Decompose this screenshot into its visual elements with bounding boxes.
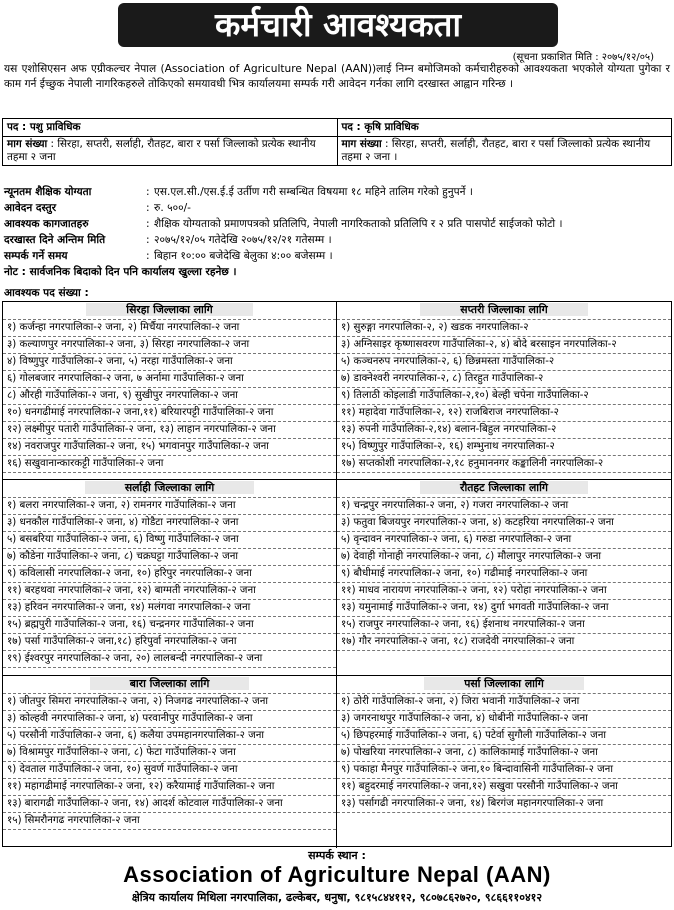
list-item: १७) गौर नगरपालिका-२ जना, १८) राजदेवी नगरपालिका-२ जना bbox=[337, 633, 671, 651]
list-item: ९) देवताल गाउँपालिका-२ जना, १०) सुवर्ण गाउँपालिका-२ जना bbox=[3, 761, 336, 778]
list-item: १७) पर्सा गाउँपालिका-२ जना,१८) हरिपुर्वा नगरपालिका-२ जना bbox=[3, 633, 336, 650]
detail-deadline: दरखास्त दिने अन्तिम मिति : २०७५/१२/०५ गतेदेखि २०७५/१२/२१ गतेसम्म । bbox=[4, 232, 670, 248]
list-item: ११) महागढीमाई नगरपालिका-२ जना, १२) करैयामाई गाउँपालिका-२ जना bbox=[3, 778, 336, 795]
district-title: सप्तरी जिल्लाका लागि bbox=[420, 303, 587, 316]
office-address: क्षेत्रिय कार्यालय मिथिला नगरपालिका, ढल्केबर, धनुषा, ९८१५८४४११२, ९८०७८६२७२०, ९८६६११०४१२ bbox=[131, 891, 543, 904]
list-item: १३) रुपनी गाउँपालिका-२,१४) बलान-बिहुल नगरपालिका-२ bbox=[337, 421, 671, 438]
demand-right-value: : सिरहा, सप्तरी, सर्लाही, रौतहट, बारा र पर्सा जिल्लाको प्रत्येक स्थानीय तहमा २ जना । bbox=[341, 138, 651, 163]
district-list bbox=[3, 693, 336, 830]
list-item: १३) पर्सागढी नगरपालिका-२ जना, १४) बिरगंज महानगरपालिका-२ जना bbox=[337, 795, 671, 813]
list-item: १५) विष्णुपुर गाउँपालिका-२, १६) शम्भुनाथ नगरपालिका-२ bbox=[337, 438, 671, 455]
district-block bbox=[3, 302, 337, 480]
detail-contact-time: सम्पर्क गर्ने समय : बिहान १०:०० बजेदेखि बेलुका ४:०० बजेसम्म । bbox=[4, 248, 670, 264]
list-item: १५) राजपुर नगरपालिका-२ जना, १६) ईशनाथ नगरपालिका-२ जना bbox=[337, 616, 671, 633]
list-item: ३) कल्याणपुर नगरपालिका-२ जना, ३) सिरहा नगरपालिका-२ जना bbox=[3, 336, 336, 353]
list-item: ३) धनकौल गाउँपालिका-२ जना, ४) गोडैटा नगरपालिका-२ जना bbox=[3, 514, 336, 531]
detail-label: आवश्यक कागजातहरु bbox=[4, 218, 89, 230]
list-item: ५) वृन्दावन नगरपालिका-२ जना, ६) गरुडा नगरपालिका-२ जना bbox=[337, 531, 671, 548]
list-item: ७) देवाही गोनाही नगरपालिका-२ जना, ८) मौलापुर नगरपालिका-२ जना bbox=[337, 548, 671, 565]
district-list bbox=[337, 497, 671, 651]
list-item: ३) जगरनाथपुर गाउँपालिका-२ जना, ४) धोबीनी गाउँपालिका-२ जना bbox=[337, 710, 671, 727]
list-item: ७) विश्रामपुर गाउँपालिका-२ जना, ८) फेटा गाउँपालिका-२ जना bbox=[3, 744, 336, 761]
organization-name: Association of Agriculture Nepal (AAN) bbox=[123, 862, 551, 887]
post-left-head bbox=[3, 119, 337, 136]
list-item: ९) तिलाठी कोइलाडी गाउँपालिका-२,१०) बेल्ही चपेना गाउँपालिका-२ bbox=[337, 387, 671, 404]
detail-label: आवेदन दस्तुर bbox=[4, 202, 57, 214]
list-item: ८) औरही गाउँपालिका-२ जना, ९) सुखीपुर नगरपालिका-२ जना bbox=[3, 387, 336, 404]
list-item: ९) कविलासी नगरपालिका-२ जना, १०) हरिपुर नगरपालिका-२ जना bbox=[3, 565, 336, 582]
list-item: ७) कौडेना गाउँपालिका-२ जना, ८) चक्रघट्टा गाउँपालिका-२ जना bbox=[3, 548, 336, 565]
post-left-demand bbox=[3, 137, 337, 165]
list-item: ११) महादेवा गाउँपालिका-२, १२) राजबिराज नगरपालिका-२ bbox=[337, 404, 671, 421]
district-title: रौतहट जिल्लाका लागि bbox=[420, 481, 588, 494]
district-block bbox=[337, 302, 671, 480]
list-item: ७) पोखरिया नगरपालिका-२ जना, ८) कालिकामाई गाउँपालिका-२ जना bbox=[337, 744, 671, 761]
list-item: १) सुरुङ्गा नगरपालिका-२, २) खडक नगरपालिका-२ bbox=[337, 319, 671, 336]
list-item: १२) लक्ष्मीपुर पतारी गाउँपालिका-२ जना, १३) लाहान नगरपालिका-२ जना bbox=[3, 421, 336, 438]
post-right-demand bbox=[337, 137, 672, 165]
posts-demand-row bbox=[3, 136, 671, 165]
detail-label: सम्पर्क गर्ने समय bbox=[4, 250, 68, 262]
demand-right-label: माग संख्या bbox=[341, 138, 382, 150]
post-left-label: पद bbox=[7, 121, 19, 133]
list-item: ३) फतुवा बिजयपुर नगरपालिका-२ जना, ४) कटहरिया नगरपालिका-२ जना bbox=[337, 514, 671, 531]
posts-table bbox=[2, 118, 672, 166]
detail-value: शैक्षिक योग्यताको प्रमाणपत्रको प्रतिलिपि, नेपाली नागरिकताको प्रतिलिपि र २ प्रति पासपोर्ट साईजको फोटो । bbox=[154, 218, 563, 230]
list-item: ५) कञ्चनरुप नगरपालिका-२, ६) छिन्नमस्ता गाउँपालिका-२ bbox=[337, 353, 671, 370]
list-item: ४) विष्णुपुर गाउँपालिका-२ जना, ५) नरहा गाउँपालिका-२ जना bbox=[3, 353, 336, 370]
required-posts-heading: आवश्यक पद संख्या : bbox=[4, 287, 89, 299]
list-item: १३) यमुनामाई गाउँपालिका-२ जना, १४) दुर्गा भगवती गाउँपालिका-२ जना bbox=[337, 599, 671, 616]
district-grid bbox=[2, 301, 672, 847]
detail-fee: आवेदन दस्तुर : रु. ५००/- bbox=[4, 200, 670, 216]
detail-label: दरखास्त दिने अन्तिम मिति bbox=[4, 234, 106, 246]
list-item: १) चन्द्रपुर नगरपालिका-२ जना, २) गजरा नगरपालिका-२ जना bbox=[337, 497, 671, 514]
detail-label: न्यूनतम शैक्षिक योग्यता bbox=[4, 186, 92, 198]
list-item: १) कर्जन्हा नगरपालिका-२ जना, २) मिर्चैया नगरपालिका-२ जना bbox=[3, 319, 336, 336]
list-item: १७) सप्तकोशी नगरपालिका-२,१८ हनुमाननगर कङ्कालिनी नगरपालिका-२ bbox=[337, 455, 671, 473]
post-right-label: पद bbox=[341, 121, 353, 133]
post-right-head bbox=[337, 119, 672, 136]
list-item: ७) डाक्नेश्वरी नगरपालिका-२, ८) तिरहुत गाउँपालिका-२ bbox=[337, 370, 671, 387]
post-left-value: : पशु प्राविधिक bbox=[22, 121, 81, 133]
district-title: बारा जिल्लाका लागि bbox=[90, 677, 250, 690]
details-block bbox=[4, 184, 670, 280]
post-right-value: : कृषि प्राविधिक bbox=[356, 121, 419, 133]
page-title: कर्मचारी आवश्यकता bbox=[118, 3, 558, 47]
district-list bbox=[3, 497, 336, 668]
list-item: १) जीतपुर सिमरा नगरपालिका-२ जना, २) निजगढ नगरपालिका-२ जना bbox=[3, 693, 336, 710]
district-block bbox=[3, 480, 337, 676]
list-item: ५) परसौनी गाउँपालिका-२ जना, ६) कलैया उपमहानगरपालिका-२ जना bbox=[3, 727, 336, 744]
list-item: ११) माधव नारायण नगरपालिका-२ जना, १२) परोहा नगरपालिका-२ जना bbox=[337, 582, 671, 599]
list-item: १४) नवराजपुर गाउँपालिका-२ जना, १५) भगवानपुर गाउँपालिका-२ जना bbox=[3, 438, 336, 455]
district-title: पर्सा जिल्लाका लागि bbox=[424, 677, 584, 690]
list-item: १३) हरिवन नगरपालिका-२ जना, १४) मलंगवा नगरपालिका-२ जना bbox=[3, 599, 336, 616]
list-item: १६) सखुवानान्कारकट्टी गाउँपालिका-२ जना bbox=[3, 455, 336, 473]
note-text: नोट : सार्वजनिक बिदाको दिन पनि कार्यालय खुल्ला रहनेछ । bbox=[4, 266, 237, 278]
list-item: ५) छिपहरमाई गाउँपालिका-२ जना, ६) पटेर्वा सुगौली गाउँपालिका-२ जना bbox=[337, 727, 671, 744]
posts-head-row bbox=[3, 119, 671, 136]
list-item: ३) अग्निसाइर कृष्णासवरण गाउँपालिका-२, ४) बोदे बरसाइन नगरपालिका-२ bbox=[337, 336, 671, 353]
district-list bbox=[337, 319, 671, 473]
detail-value: २०७५/१२/०५ गतेदेखि २०७५/१२/२१ गतेसम्म । bbox=[154, 234, 332, 246]
list-item: १५) ब्रह्मपुरी गाउँपालिका-२ जना, १६) चन्द्रनगर गाउँपालिका-२ जना bbox=[3, 616, 336, 633]
district-list bbox=[337, 693, 671, 813]
list-item: १९) ईश्वरपुर नगरपालिका-२ जना, २०) लालबन्दी नगरपालिका-२ जना bbox=[3, 650, 336, 668]
district-title: सिरहा जिल्लाका लागि bbox=[86, 303, 252, 316]
district-block bbox=[3, 676, 337, 848]
detail-qualification: न्यूनतम शैक्षिक योग्यता : एस.एल.सी./एस.ई.ई उर्तीण गरी सम्बन्धित विषयमा १८ महिने तालिम गरेको हुनुपर्ने । bbox=[4, 184, 670, 200]
list-item: ११) बहुदरमाई नगरपालिका-२ जना,१२) सखुवा परसौनी गाउँपालिका-२ जना bbox=[337, 778, 671, 795]
list-item: १) बलरा नगरपालिका-२ जना, २) रामनगर गाउँपालिका-२ जना bbox=[3, 497, 336, 514]
list-item: १०) धनगढीमाई नगरपालिका-२ जना,११) बरियारपट्टी गाउँपालिका-२ जना bbox=[3, 404, 336, 421]
detail-value: रु. ५००/- bbox=[154, 202, 191, 214]
detail-value: बिहान १०:०० बजेदेखि बेलुका ४:०० बजेसम्म । bbox=[154, 250, 333, 262]
list-item: ९) पकाहा मैनपुर गाउँपालिका-२ जना,१० बिन्दावासिनी गाउँपालिका-२ जना bbox=[337, 761, 671, 778]
list-item: ९) बौधीमाई नगरपालिका-२ जना, १०) गढीमाई नगरपालिका-२ जना bbox=[337, 565, 671, 582]
district-block bbox=[337, 480, 671, 676]
list-item: ६) गोलबजार नगरपालिका-२ जना, ७ अर्नामा गाउँपालिका-२ जना bbox=[3, 370, 336, 387]
list-item: ११) बरहथवा नगरपालिका-२ जना, १२) बाग्मती नगरपालिका-२ जना bbox=[3, 582, 336, 599]
list-item: १३) बारागढी गाउँपालिका-२ जना, १४) आदर्श कोटवाल गाउँपालिका-२ जना bbox=[3, 795, 336, 812]
list-item: १५) सिमरौनगढ नगरपालिका-२ जना bbox=[3, 812, 336, 830]
detail-documents: आवश्यक कागजातहरु : शैक्षिक योग्यताको प्रमाणपत्रको प्रतिलिपि, नेपाली नागरिकताको प्रतिलिपि र २ प्रति पासपोर्ट साईजको फोटो । bbox=[4, 216, 670, 232]
district-block bbox=[337, 676, 671, 848]
intro-paragraph: यस एशोसिएसन अफ एग्रीकल्चर नेपाल (Association of Agriculture Nepal (AAN))लाई निम्न बमोजिमको कर्मचारीहरुको आवश्यकता भएकोले योग्यता पुगेका र काम गर्न ईच्छुक नेपाली नागरिकहरुले तोकिएको समयावधी भित्र कार्यालयमा सम्पर्क गरी आवेदन गर्नका लागि दरखास्त आह्वान गरिन्छ । bbox=[4, 63, 670, 90]
list-item: ५) बसबरिया गाउँपालिका-२ जना, ६) विष्णु गाउँपालिका-२ जना bbox=[3, 531, 336, 548]
district-list bbox=[3, 319, 336, 473]
district-title: सर्लाही जिल्लाका लागि bbox=[85, 481, 254, 494]
notice-date: (सूचना प्रकाशित मिति : २०७५/१२/०५) bbox=[512, 52, 654, 63]
demand-left-value: : सिरहा, सप्तरी, सर्लाही, रौतहट, बारा र पर्सा जिल्लाको प्रत्येक स्थानीय तहमा २ जना bbox=[7, 138, 316, 163]
demand-left-label: माग संख्या bbox=[7, 138, 48, 150]
list-item: १) ठोरी गाउँपालिका-२ जना, २) जिरा भवानी गाउँपालिका-२ जना bbox=[337, 693, 671, 710]
note-line bbox=[4, 264, 670, 280]
detail-value: एस.एल.सी./एस.ई.ई उर्तीण गरी सम्बन्धित विषयमा १८ महिने तालिम गरेको हुनुपर्ने । bbox=[154, 186, 473, 198]
contact-label: सम्पर्क स्थान : bbox=[308, 849, 366, 862]
list-item: ३) कोल्हवी नगरपालिका-२ जना, ४) परवानीपुर गाउँपालिका-२ जना bbox=[3, 710, 336, 727]
